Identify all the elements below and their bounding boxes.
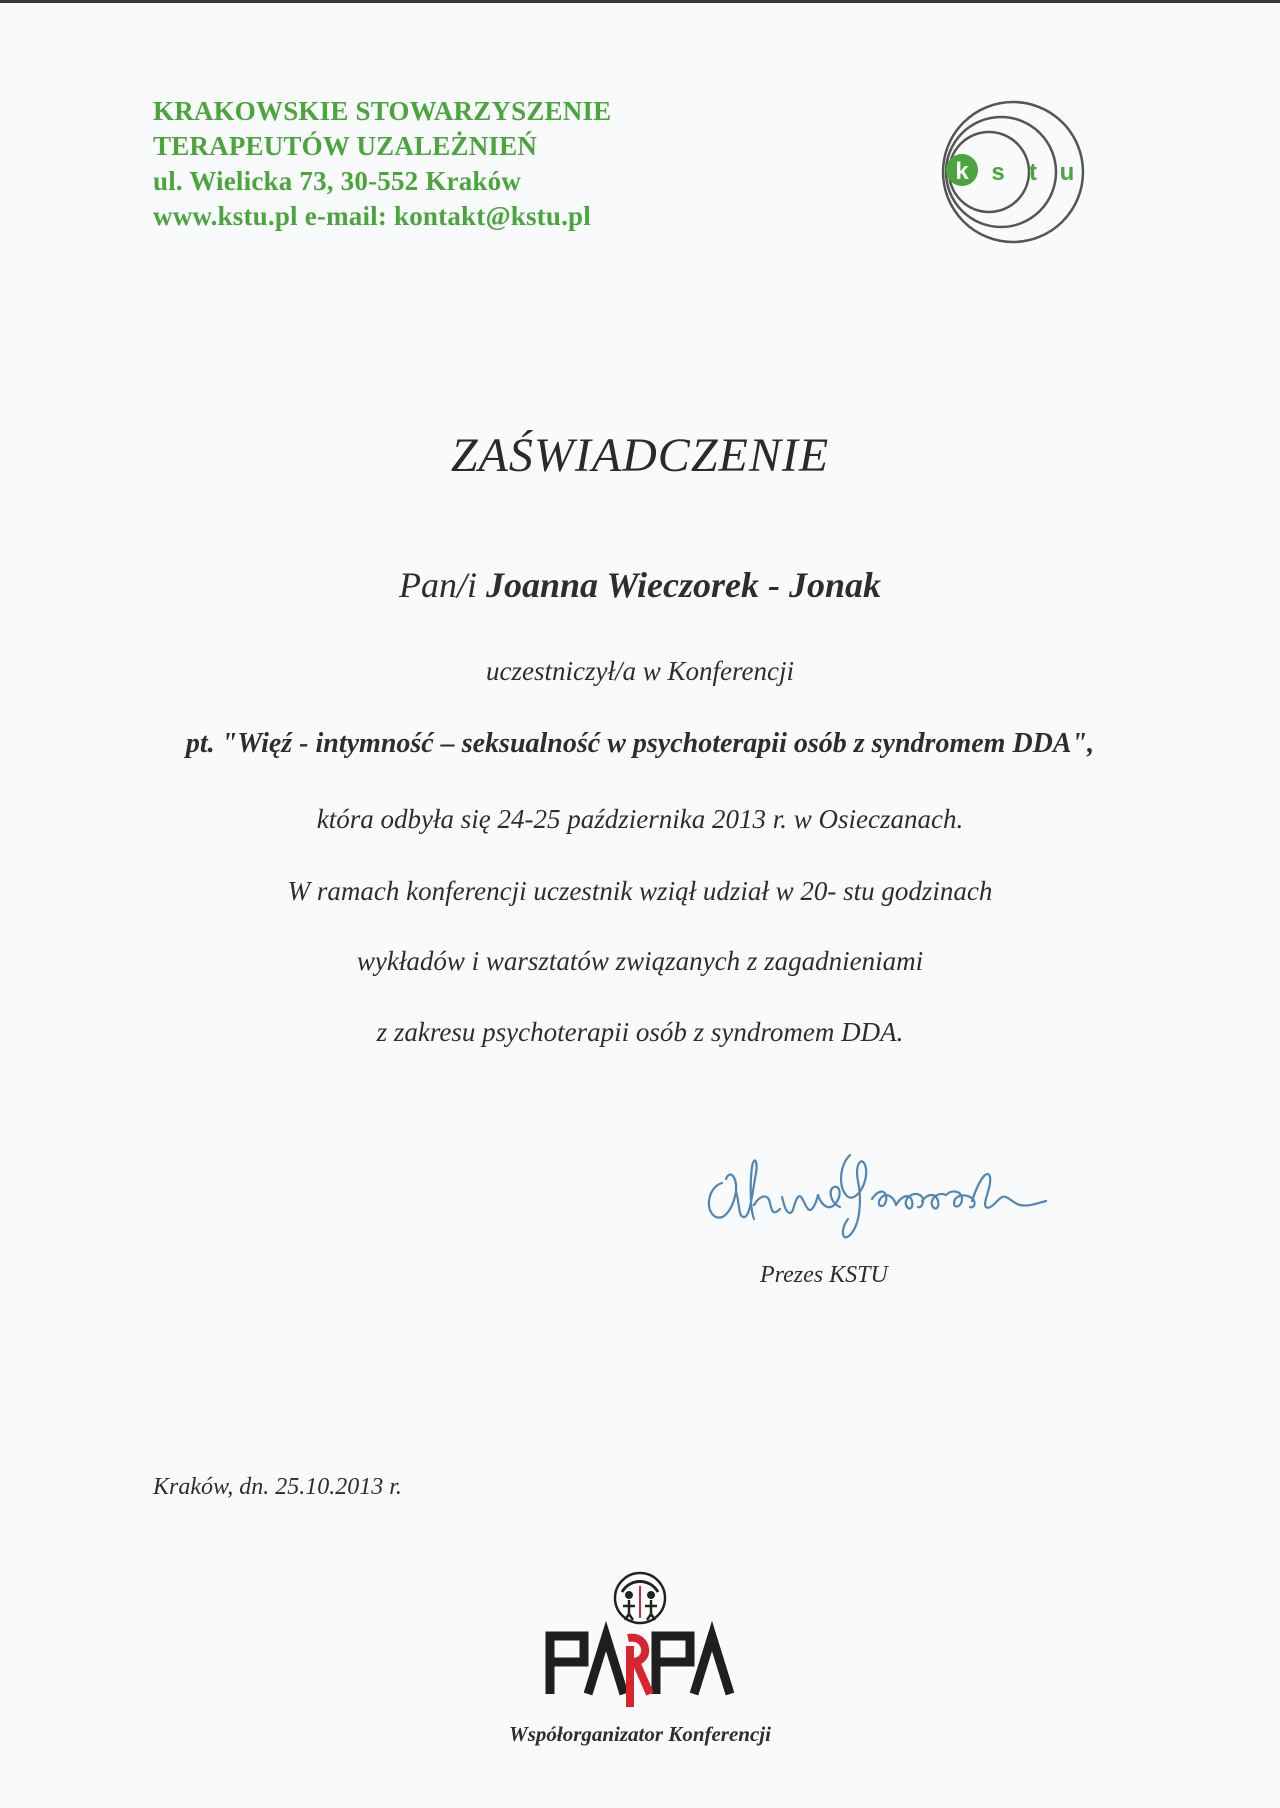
signatory-role: Prezes KSTU xyxy=(760,1262,888,1288)
parpa-logo-icon xyxy=(540,1562,740,1707)
participation-text: uczestniczył/a w Konferencji xyxy=(486,656,794,686)
scan-edge xyxy=(0,0,1280,3)
handwritten-signature-icon xyxy=(690,1125,1070,1245)
logo-letter-k: k xyxy=(955,158,969,185)
recipient-prefix: Pan/i xyxy=(398,565,477,605)
recipient-name: Joanna Wieczorek - Jonak xyxy=(485,565,882,605)
hours-text: W ramach konferencji uczestnik wziął udział w 20- stu godzinach xyxy=(287,876,993,906)
logo-letter-t: t xyxy=(1029,159,1037,186)
logo-letter-s: s xyxy=(991,159,1005,186)
org-address: ul. Wielicka 73, 30-552 Kraków xyxy=(153,166,522,196)
recipient-line xyxy=(0,564,1280,606)
org-contact: www.kstu.pl e-mail: kontakt@kstu.pl xyxy=(153,201,591,231)
logo-letter-u: u xyxy=(1059,159,1075,186)
issue-place-date: Kraków, dn. 25.10.2013 r. xyxy=(153,1474,402,1500)
kstu-logo-icon xyxy=(935,98,1085,248)
coorganizer-label: Współorganizator Konferencji xyxy=(509,1722,771,1746)
org-name-line2: TERAPEUTÓW UZALEŻNIEŃ xyxy=(153,131,538,161)
organization-header xyxy=(153,94,611,234)
topics-text-1: wykładów i warsztatów związanych z zagadnieniami xyxy=(356,946,924,976)
conference-title: pt. "Więź - intymność – seksualność w psychoterapii osób z syndromem DDA", xyxy=(185,728,1095,759)
topics-text-2: z zakresu psychoterapii osób z syndromem DDA. xyxy=(376,1017,904,1047)
org-name-line1: KRAKOWSKIE STOWARZYSZENIE xyxy=(153,96,612,126)
date-place-text: która odbyła się 24-25 października 2013 r. w Osieczanach. xyxy=(316,804,964,834)
certificate-title: ZAŚWIADCZENIE xyxy=(450,429,830,482)
